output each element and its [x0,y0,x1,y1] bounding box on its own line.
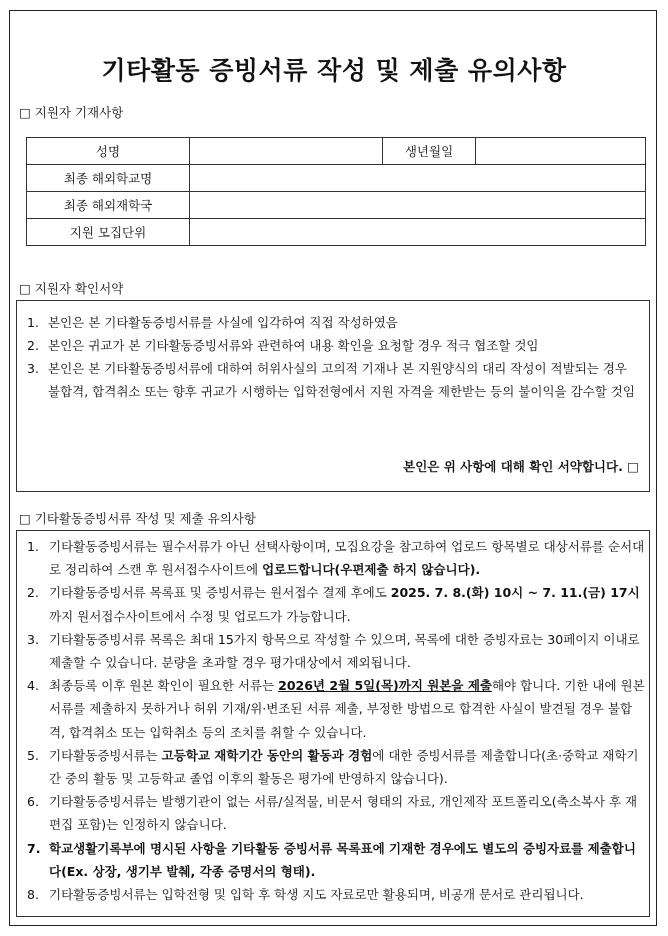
section-pledge-heading: □ 지원자 확인서약 [19,281,124,296]
note-item: 3. 기타활동증빙서류 목록은 최대 15가지 항목으로 작성할 수 있으며, 목록에 대한 증빙자료는 30페이지 이내로 제출할 수 있습니다. 분량을 초과할 경우 평가대상에서 제외됩니다. [27,631,640,671]
pledge-confirm-text[interactable]: 본인은 위 사항에 대해 확인 서약합니다. □ [403,459,639,474]
school-label: 최종 해외학교명 [27,165,190,192]
birth-label: 생년월일 [383,138,476,165]
unit-label: 지원 모집단위 [27,219,190,246]
pledge-item: 2. 본인은 귀교가 본 기타활동증빙서류와 관련하여 내용 확인을 요청할 경우 적극 협조할 것임 [27,338,539,353]
country-label: 최종 해외재학국 [27,192,190,219]
pledge-box [16,300,650,492]
document-page [9,10,657,926]
pledge-item: 3. 본인은 본 기타활동증빙서류에 대하여 허위사실의 고의적 기재나 본 지원양식의 대리 작성이 적발되는 경우 불합격, 합격취소 또는 향후 귀교가 시행하는 입학전형에서 지원 자격을 제한받는 등의 불이익을 감수할 것임 [27,361,635,399]
notes-box [16,530,650,917]
birth-field[interactable] [476,138,646,165]
name-label: 성명 [27,138,190,165]
page-title: 기타활동 증빙서류 작성 및 제출 유의사항 [101,56,567,85]
note-item: 5. 기타활동증빙서류는 고등학교 재학기간 동안의 활동과 경험에 대한 증빙서류를 제출합니다(초·중학교 재학기간 중의 활동 및 고등학교 졸업 이후의 활동은 평가에 반영하지 않습니다). [27,747,639,787]
applicant-info-table [26,137,646,246]
note-item: 7. 학교생활기록부에 명시된 사항을 기타활동 증빙서류 목록표에 기재한 경우에도 별도의 증빙자료를 제출합니다(Ex. 상장, 생기부 발췌, 각종 증명서의 형태). [27,840,636,879]
note-item: 6. 기타활동증빙서류는 발행기관이 없는 서류/실적물, 비문서 형태의 자료, 개인제작 포트폴리오(축소복사 후 재편집 포함)는 인정하지 않습니다. [27,794,638,833]
note-item: 2. 기타활동증빙서류 목록표 및 증빙서류는 원서접수 결제 후에도 2025. 7. 8.(화) 10시 ~ 7. 11.(금) 17시까지 원서접수사이트에서 수정 및 업로드가 가능합니다. [27,585,640,624]
section-notes-heading: □ 기타활동증빙서류 작성 및 제출 유의사항 [19,511,256,526]
school-field[interactable] [190,165,646,192]
name-field[interactable] [190,138,383,165]
note-item: 8. 기타활동증빙서류는 입학전형 및 입학 후 학생 지도 자료로만 활용되며, 비공개 문서로 관리됩니다. [27,887,584,903]
unit-field[interactable] [190,219,646,246]
pledge-item: 1. 본인은 본 기타활동증빙서류를 사실에 입각하여 직접 작성하였음 [27,315,398,330]
note-item: 4. 최종등록 이후 원본 확인이 필요한 서류는 2026년 2월 5일(목)까지 원본을 제출해야 합니다. 기한 내에 원본서류를 제출하지 못하거나 허위 기재/위·변조된 서류 제출, 부정한 방법으로 합격한 사실이 발견될 경우 불합격, 합격취소 또는 입학취소 등의 조치를 취할 수 있습니다. [27,678,645,740]
section-applicant-info-heading: □ 지원자 기재사항 [19,105,124,120]
note-item: 1. 기타활동증빙서류는 필수서류가 아닌 선택사항이며, 모집요강을 참고하여 업로드 항목별로 대상서류를 순서대로 정리하여 스캔 후 원서접수사이트에 업로드합니다(우편제출 하지 않습니다). [27,539,645,578]
country-field[interactable] [190,192,646,219]
